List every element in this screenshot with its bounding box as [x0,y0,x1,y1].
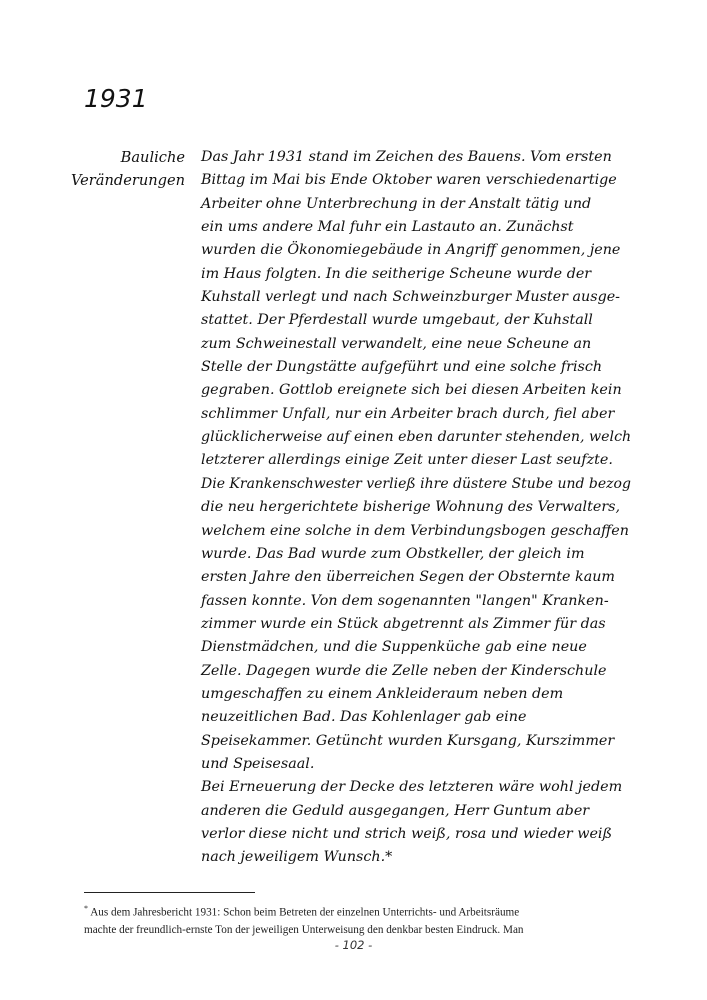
footnote-text: machte der freundlich-ernste Ton der jeweiligen Unterweisung den denkbar besten Eindruck. Man [84,923,524,936]
body-line: fassen konnte. Von dem sogenannten "langen" Kranken- [201,592,609,609]
body-line: anderen die Geduld ausgegangen, Herr Guntum aber [201,802,590,819]
body-line: die neu hergerichtete bisherige Wohnung des Verwalters, [201,499,621,516]
body-line: wurde. Das Bad wurde zum Obstkeller, der gleich im [201,545,585,562]
body-line: Dienstmädchen, und die Suppenküche gab eine neue [201,639,587,656]
body-line: Das Jahr 1931 stand im Zeichen des Bauens. Vom ersten [201,149,612,165]
body-line: welchem eine solche in dem Verbindungsbogen geschaffen [201,522,629,539]
chapter-year-heading: 1931 [84,84,148,113]
body-line: im Haus folgten. In die seitherige Scheune wurde der [201,265,592,282]
body-line: Bittag im Mai bis Ende Oktober waren verschiedenartige [201,172,617,189]
footnote-line [84,900,624,922]
body-line: Stelle der Dungstätte aufgeführt und eine solche frisch [201,359,603,376]
body-line: Die Krankenschwester verließ ihre düstere Stube und bezog [201,475,631,492]
footnote [84,900,624,939]
body-text [201,146,631,870]
footnote-marker: * [84,904,88,913]
page-number: - 102 - [334,938,373,952]
body-line: ersten Jahre den überreichen Segen der Obsternte kaum [201,569,615,586]
body-line: zum Schweinestall verwandelt, eine neue Scheune an [201,335,592,352]
body-line: neuzeitlichen Bad. Das Kohlenlager gab eine [201,709,527,726]
body-line: Kuhstall verlegt und nach Schweinzburger Muster ausge- [201,289,621,306]
margin-heading-line: Bauliche [120,149,185,166]
footnote-line [84,922,624,939]
body-line: Zelle. Dagegen wurde die Zelle neben der Kinderschule [201,662,607,679]
body-line: ein ums andere Mal fuhr ein Lastauto an. Zunächst [201,219,574,236]
body-line: verlor diese nicht und strich weiß, rosa und wieder weiß [201,825,613,842]
body-line: umgeschaffen zu einem Ankleideraum neben dem [201,685,564,702]
body-line: gegraben. Gottlob ereignete sich bei diesen Arbeiten kein [201,382,622,399]
body-line: wurden die Ökonomiegebäude in Angriff genommen, jene [201,242,621,259]
body-line: nach jeweiligem Wunsch.* [201,849,393,866]
margin-heading [71,146,185,193]
footnote-text: Aus dem Jahresbericht 1931: Schon beim Betreten der einzelnen Unterrichts- und Arbeitsräume [90,906,520,919]
body-line: Bei Erneuerung der Decke des letzteren wäre wohl jedem [201,779,623,796]
body-line: letzterer allerdings einige Zeit unter dieser Last seufzte. [201,452,613,469]
body-line: Speisekammer. Getüncht wurden Kursgang, Kurszimmer [201,732,615,749]
body-line: Arbeiter ohne Unterbrechung in der Anstalt tätig und [201,195,592,212]
body-line: stattet. Der Pferdestall wurde umgebaut, der Kuhstall [201,312,593,329]
footnote-separator [84,892,255,893]
body-line: und Speisesaal. [201,755,315,772]
body-line: glücklicherweise auf einen eben darunter stehenden, welch [201,429,632,446]
margin-heading-line: Veränderungen [70,172,185,190]
body-line: schlimmer Unfall, nur ein Arbeiter brach durch, fiel aber [201,405,615,422]
body-line: zimmer wurde ein Stück abgetrennt als Zimmer für das [201,615,606,632]
